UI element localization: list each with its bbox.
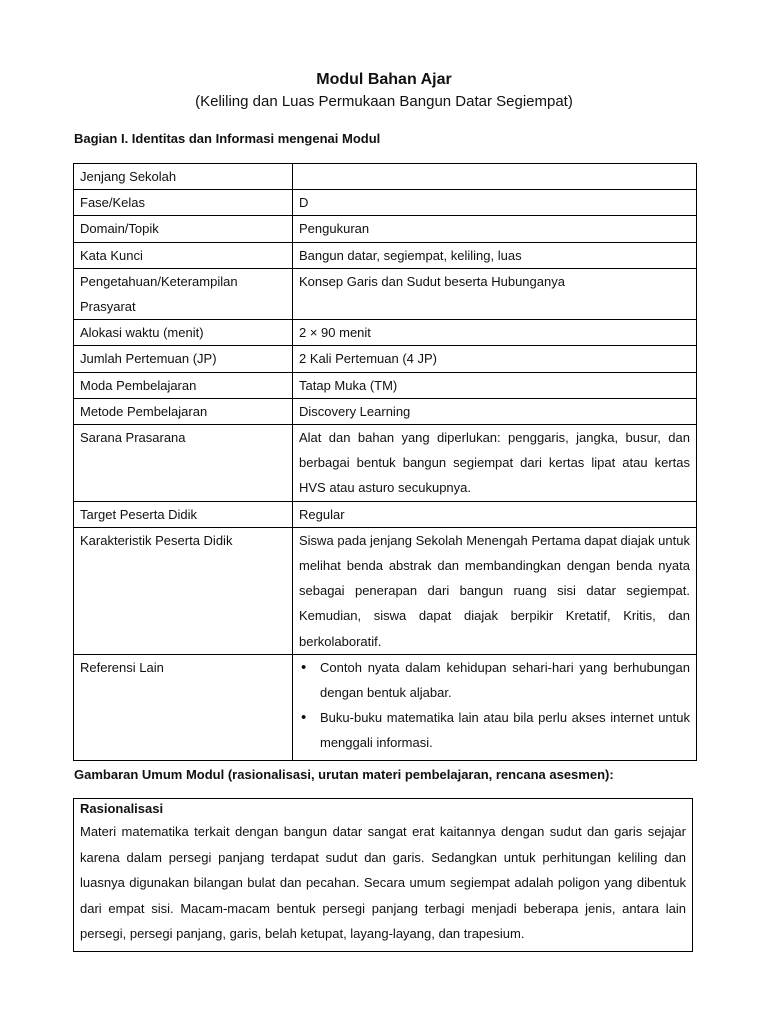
- row-value: [293, 654, 697, 760]
- table-row: [74, 527, 697, 654]
- row-label: Domain/Topik: [74, 216, 293, 242]
- row-value: 2 × 90 menit: [293, 320, 697, 346]
- table-row: [74, 654, 697, 760]
- row-label: Jumlah Pertemuan (JP): [74, 346, 293, 372]
- table-row: [74, 501, 697, 527]
- row-value: Siswa pada jenjang Sekolah Menengah Pertama dapat diajak untuk melihat benda abstrak dan membandingkan dengan benda nyata sebagai penerapan dari bangun ruang sisi datar segiempat. Kemudian, siswa dapat diajak berpikir Kretatif, Kritis, dan berkolaboratif.: [293, 527, 697, 654]
- row-label: Target Peserta Didik: [74, 501, 293, 527]
- row-value: Bangun datar, segiempat, keliling, luas: [293, 242, 697, 268]
- row-value: 2 Kali Pertemuan (4 JP): [293, 346, 697, 372]
- row-value: Discovery Learning: [293, 398, 697, 424]
- document-title: Modul Bahan Ajar: [316, 71, 452, 88]
- table-row: [74, 346, 697, 372]
- table-row: [74, 190, 697, 216]
- list-item: • Buku-buku matematika lain atau bila perlu akses internet untuk menggali informasi.: [299, 705, 690, 755]
- rationale-text: Materi matematika terkait dengan bangun datar sangat erat kaitannya dengan sudut dan garis sejajar karena dalam persegi panjang terdapat sudut dan garis. Sedangkan untuk perhitungan keliling dan luasnya digunakan bilangan bulat dan pecahan. Secara umum segiempat adalah poligon yang dibentuk dari empat sisi. Macam-macam bentuk persegi panjang terbagi menjadi beberapa jenis, antara lain persegi, persegi panjang, garis, belah ketupat, layang-layang, dan trapesium.: [80, 824, 686, 942]
- table-row: [74, 320, 697, 346]
- row-value: Regular: [293, 501, 697, 527]
- row-label: Metode Pembelajaran: [74, 398, 293, 424]
- section-heading-overview: Gambaran Umum Modul (rasionalisasi, urutan materi pembelajaran, rencana asesmen):: [74, 767, 614, 782]
- row-value: Alat dan bahan yang diperlukan: penggaris, jangka, busur, dan berbagai bentuk bangun segiempat dari kertas lipat atau kertas HVS atau asturo secukupnya.: [293, 425, 697, 502]
- row-label: Karakteristik Peserta Didik: [74, 527, 293, 654]
- table-row: [74, 216, 697, 242]
- row-label: Alokasi waktu (menit): [74, 320, 293, 346]
- row-label: Kata Kunci: [74, 242, 293, 268]
- row-label: Moda Pembelajaran: [74, 372, 293, 398]
- table-row: [74, 164, 697, 190]
- table-row: [74, 425, 697, 502]
- rationale-title: Rasionalisasi: [80, 801, 164, 816]
- row-label: Sarana Prasarana: [74, 425, 293, 502]
- row-value: Tatap Muka (TM): [293, 372, 697, 398]
- row-label: Referensi Lain: [74, 654, 293, 760]
- table-row: [74, 242, 697, 268]
- row-value: Konsep Garis dan Sudut beserta Hubunganya: [293, 268, 697, 319]
- list-item: • Contoh nyata dalam kehidupan sehari-hari yang berhubungan dengan bentuk aljabar.: [299, 655, 690, 705]
- row-value: [293, 164, 697, 190]
- rationale-box: [73, 798, 693, 952]
- row-label: Pengetahuan/Keterampilan Prasyarat: [74, 268, 293, 319]
- document-subtitle: (Keliling dan Luas Permukaan Bangun Datar Segiempat): [195, 93, 573, 110]
- row-label: Fase/Kelas: [74, 190, 293, 216]
- table-row: [74, 268, 697, 319]
- table-row: [74, 372, 697, 398]
- table-row: [74, 398, 697, 424]
- reference-list: [299, 655, 690, 756]
- row-label: Jenjang Sekolah: [74, 164, 293, 190]
- row-value: Pengukuran: [293, 216, 697, 242]
- row-value: D: [293, 190, 697, 216]
- section-heading-identity: Bagian I. Identitas dan Informasi mengenai Modul: [74, 131, 381, 146]
- identity-table: [73, 163, 697, 761]
